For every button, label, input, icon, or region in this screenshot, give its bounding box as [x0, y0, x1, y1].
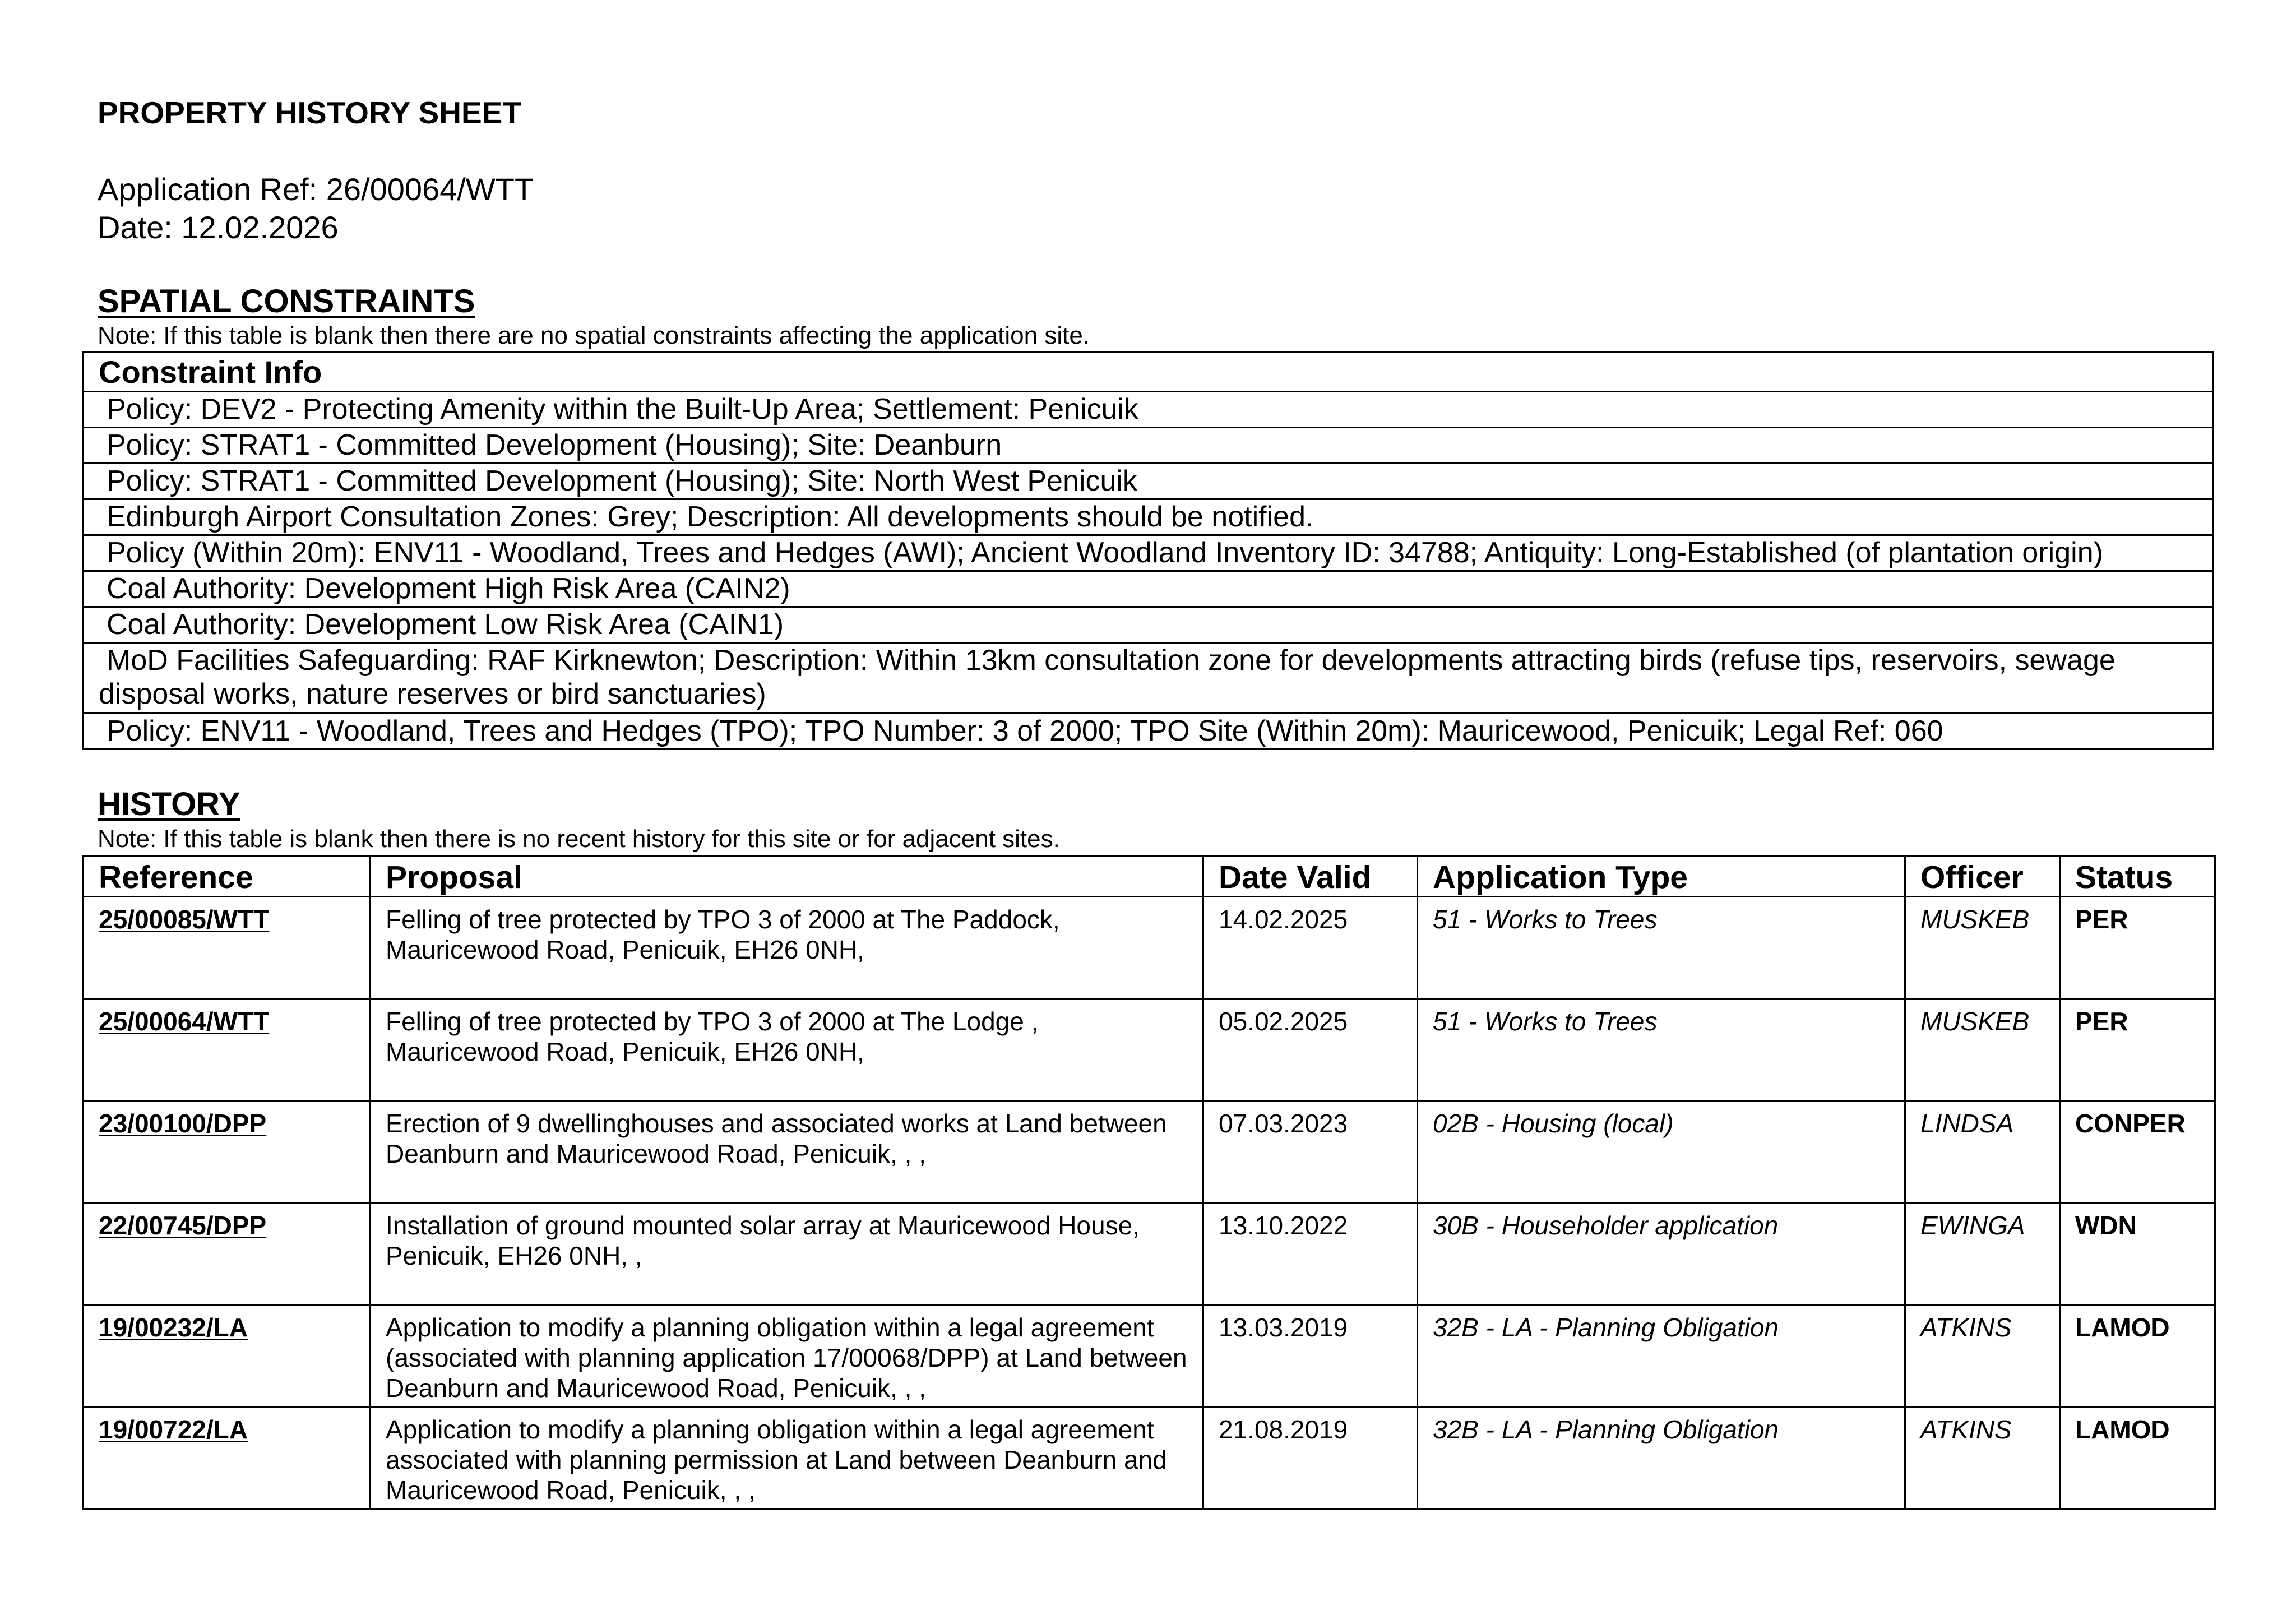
proposal-cell: Felling of tree protected by TPO 3 of 2000 at The Paddock, Mauricewood Road, Penicuik, EH26 0NH,	[371, 897, 1203, 999]
constraint-cell	[84, 643, 2214, 714]
proposal-header: Proposal	[371, 856, 1203, 897]
status-cell: LAMOD	[2060, 1305, 2215, 1407]
history-heading: HISTORY	[98, 786, 240, 822]
constraint-cell	[84, 571, 2214, 607]
constraint-text: Policy (Within 20m): ENV11 - Woodland, Trees and Hedges (AWI); Ancient Woodland Inventory ID: 34788; Antiquity: Long-Established (of plantation origin)	[107, 536, 2103, 569]
reference-link[interactable]: 25/00085/WTT	[84, 897, 371, 999]
history-row	[84, 999, 2215, 1101]
status-cell: LAMOD	[2060, 1407, 2215, 1509]
constraint-cell	[84, 392, 2214, 428]
date-valid-cell: 13.10.2022	[1203, 1203, 1418, 1305]
constraint-text: Coal Authority: Development High Risk Area (CAIN2)	[107, 572, 790, 605]
reference-link[interactable]: 23/00100/DPP	[84, 1101, 371, 1203]
reference-header: Reference	[84, 856, 371, 897]
constraint-text: MoD Facilities Safeguarding: RAF Kirknewton; Description: Within 13km consultation zone for developments attracting birds (refuse tips, reservoirs, sewage disposal works, nature reserves or bird sanctuaries)	[99, 644, 2116, 710]
history-header-row	[84, 856, 2215, 897]
date-valid-cell: 13.03.2019	[1203, 1305, 1418, 1407]
proposal-cell: Application to modify a planning obligation within a legal agreement (associated with planning application 17/00068/DPP) at Land between Deanburn and Mauricewood Road, Penicuik, , ,	[371, 1305, 1203, 1407]
officer-cell: ATKINS	[1905, 1305, 2060, 1407]
history-row	[84, 1203, 2215, 1305]
document-title: PROPERTY HISTORY SHEET	[98, 95, 521, 130]
officer-header: Officer	[1905, 856, 2060, 897]
constraint-cell	[84, 607, 2214, 643]
history-row	[84, 1101, 2215, 1203]
reference-link[interactable]: 22/00745/DPP	[84, 1203, 371, 1305]
date-valid-header: Date Valid	[1203, 856, 1418, 897]
constraints-header-row	[84, 353, 2214, 392]
application-type-cell: 32B - LA - Planning Obligation	[1418, 1305, 1905, 1407]
status-cell: PER	[2060, 999, 2215, 1101]
application-type-cell: 51 - Works to Trees	[1418, 897, 1905, 999]
history-row	[84, 1407, 2215, 1509]
status-header: Status	[2060, 856, 2215, 897]
constraint-cell	[84, 714, 2214, 749]
application-type-cell: 30B - Householder application	[1418, 1203, 1905, 1305]
history-row	[84, 1305, 2215, 1407]
application-date: Date: 12.02.2026	[98, 210, 339, 245]
status-cell: WDN	[2060, 1203, 2215, 1305]
constraint-text: Policy: DEV2 - Protecting Amenity within the Built-Up Area; Settlement: Penicuik	[107, 393, 1139, 425]
spatial-constraints-note: Note: If this table is blank then there are no spatial constraints affecting the application site.	[98, 322, 1090, 349]
officer-cell: LINDSA	[1905, 1101, 2060, 1203]
spatial-constraints-heading: SPATIAL CONSTRAINTS	[98, 283, 475, 320]
constraint-text: Coal Authority: Development Low Risk Area (CAIN1)	[107, 608, 784, 641]
officer-cell: MUSKEB	[1905, 897, 2060, 999]
constraint-info-header: Constraint Info	[84, 353, 2214, 392]
constraint-row	[84, 571, 2214, 607]
constraint-row	[84, 499, 2214, 535]
constraint-row	[84, 392, 2214, 428]
constraint-row	[84, 535, 2214, 571]
history-table	[82, 855, 2216, 1510]
application-meta	[98, 170, 534, 247]
status-cell: PER	[2060, 897, 2215, 999]
date-valid-cell: 07.03.2023	[1203, 1101, 1418, 1203]
officer-cell: EWINGA	[1905, 1203, 2060, 1305]
proposal-cell: Installation of ground mounted solar array at Mauricewood House, Penicuik, EH26 0NH, ,	[371, 1203, 1203, 1305]
constraint-cell	[84, 499, 2214, 535]
officer-cell: MUSKEB	[1905, 999, 2060, 1101]
proposal-cell: Felling of tree protected by TPO 3 of 2000 at The Lodge , Mauricewood Road, Penicuik, EH26 0NH,	[371, 999, 1203, 1101]
date-valid-cell: 05.02.2025	[1203, 999, 1418, 1101]
constraint-cell	[84, 428, 2214, 464]
constraint-text: Policy: STRAT1 - Committed Development (Housing); Site: Deanburn	[107, 429, 1002, 461]
reference-link[interactable]: 25/00064/WTT	[84, 999, 371, 1101]
constraint-text: Edinburgh Airport Consultation Zones: Grey; Description: All developments should be notified.	[107, 501, 1314, 533]
proposal-cell: Erection of 9 dwellinghouses and associated works at Land between Deanburn and Mauricewood Road, Penicuik, , ,	[371, 1101, 1203, 1203]
history-row	[84, 897, 2215, 999]
constraint-row	[84, 428, 2214, 464]
officer-cell: ATKINS	[1905, 1407, 2060, 1509]
application-type-header: Application Type	[1418, 856, 1905, 897]
constraint-cell	[84, 464, 2214, 499]
constraint-text: Policy: ENV11 - Woodland, Trees and Hedges (TPO); TPO Number: 3 of 2000; TPO Site (Within 20m): Mauricewood, Penicuik; Legal Ref: 060	[107, 715, 1943, 747]
constraint-row	[84, 714, 2214, 749]
reference-link[interactable]: 19/00232/LA	[84, 1305, 371, 1407]
application-type-cell: 51 - Works to Trees	[1418, 999, 1905, 1101]
date-valid-cell: 14.02.2025	[1203, 897, 1418, 999]
constraints-table	[82, 351, 2214, 750]
history-note: Note: If this table is blank then there is no recent history for this site or for adjacent sites.	[98, 825, 1060, 853]
constraint-cell	[84, 535, 2214, 571]
status-cell: CONPER	[2060, 1101, 2215, 1203]
constraint-row	[84, 464, 2214, 499]
application-type-cell: 32B - LA - Planning Obligation	[1418, 1407, 1905, 1509]
constraint-row	[84, 607, 2214, 643]
proposal-cell: Application to modify a planning obligation within a legal agreement associated with planning permission at Land between Deanburn and Mauricewood Road, Penicuik, , ,	[371, 1407, 1203, 1509]
constraint-row	[84, 643, 2214, 714]
application-type-cell: 02B - Housing (local)	[1418, 1101, 1905, 1203]
reference-link[interactable]: 19/00722/LA	[84, 1407, 371, 1509]
constraint-text: Policy: STRAT1 - Committed Development (Housing); Site: North West Penicuik	[107, 465, 1137, 497]
application-ref: Application Ref: 26/00064/WTT	[98, 172, 534, 207]
date-valid-cell: 21.08.2019	[1203, 1407, 1418, 1509]
